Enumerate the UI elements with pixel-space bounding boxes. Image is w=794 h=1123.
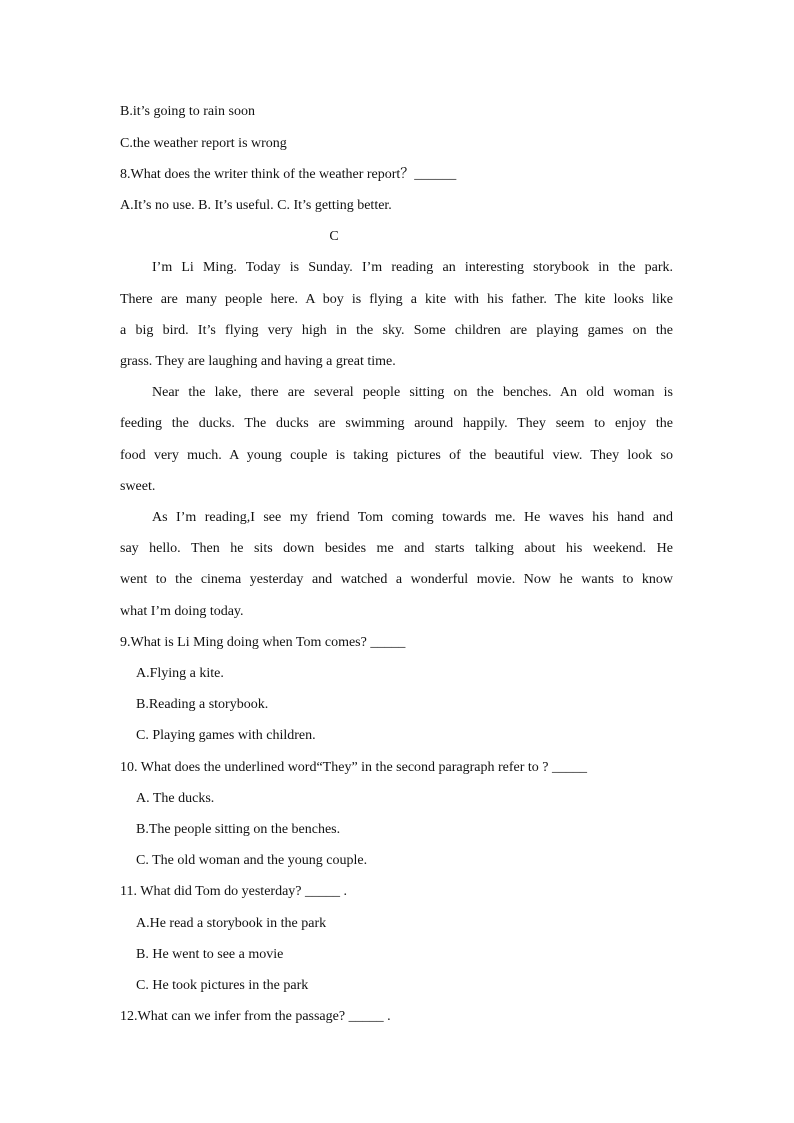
- q7-option-c: C.the weather report is wrong: [120, 136, 287, 151]
- q11-option-a: A.He read a storybook in the park: [136, 916, 327, 931]
- q11-option-b: B. He went to see a movie: [136, 947, 284, 962]
- q10-option-c: C. The old woman and the young couple.: [136, 853, 368, 868]
- passage-heading: C: [329, 229, 339, 244]
- paragraph-line: say hello. Then he sits down besides me and starts talking about his weekend. He: [120, 541, 673, 556]
- q10-stem: 10. What does the underlined word“They” in the second paragraph refer to ? _____: [120, 760, 588, 775]
- q7-option-b: B.it’s going to rain soon: [120, 104, 255, 119]
- q8-stem: 8.What does the writer think of the weather report？______: [120, 167, 457, 182]
- paragraph-line: a big bird. It’s flying very high in the sky. Some children are playing games on the: [120, 323, 673, 338]
- paragraph-line: went to the cinema yesterday and watched a wonderful movie. Now he wants to know: [120, 572, 673, 587]
- paragraph-line: sweet.: [120, 479, 156, 494]
- q8-options: A.It’s no use. B. It’s useful. C. It’s getting better.: [120, 198, 392, 213]
- q11-stem: 11. What did Tom do yesterday? _____ .: [120, 884, 348, 899]
- paragraph-line: grass. They are laughing and having a great time.: [120, 354, 396, 369]
- paragraph-line: As I’m reading,I see my friend Tom coming towards me. He waves his hand and: [152, 510, 673, 525]
- q10-option-a: A. The ducks.: [136, 791, 215, 806]
- q11-option-c: C. He took pictures in the park: [136, 978, 309, 993]
- paragraph-line: what I’m doing today.: [120, 604, 244, 619]
- q9-option-c: C. Playing games with children.: [136, 728, 316, 743]
- q9-stem: 9.What is Li Ming doing when Tom comes? _____: [120, 635, 406, 650]
- q9-option-b: B.Reading a storybook.: [136, 697, 269, 712]
- paragraph-line: feeding the ducks. The ducks are swimming around happily. They seem to enjoy the: [120, 416, 673, 431]
- q9-option-a: A.Flying a kite.: [136, 666, 224, 681]
- paragraph-line: I’m Li Ming. Today is Sunday. I’m reading an interesting storybook in the park.: [152, 260, 673, 275]
- paragraph-line: food very much. A young couple is taking pictures of the beautiful view. They look so: [120, 448, 673, 463]
- q12-stem: 12.What can we infer from the passage? _____ .: [120, 1009, 391, 1024]
- q10-option-b: B.The people sitting on the benches.: [136, 822, 341, 837]
- paragraph-line: Near the lake, there are several people sitting on the benches. An old woman is: [152, 385, 673, 400]
- paragraph-line: There are many people here. A boy is flying a kite with his father. The kite looks like: [120, 292, 673, 307]
